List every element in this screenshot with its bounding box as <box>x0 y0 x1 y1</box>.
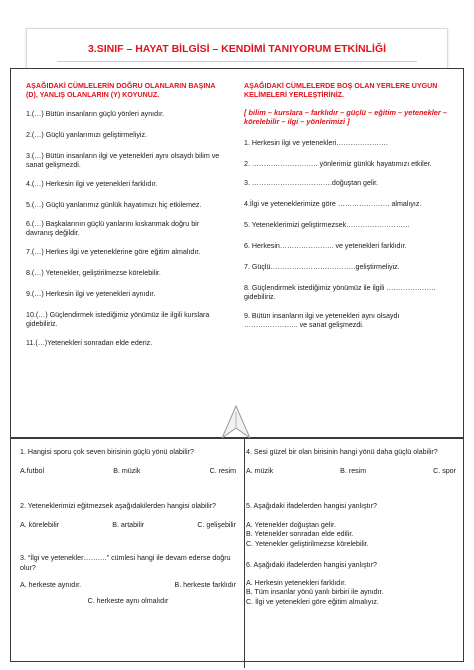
divider-ornament <box>216 404 256 440</box>
answer-options <box>20 521 236 531</box>
option-c[interactable]: C. Yetenekler geliştirilmezse körelebilir. <box>246 539 369 548</box>
question-text: 3. “İlgi ve yetenekler……….” cümlesi hangi ile devam ederse doğru olur? <box>20 554 231 572</box>
option-a[interactable]: A. Herkesin yetenekleri farklıdır. <box>246 578 347 587</box>
answer-options <box>20 467 236 477</box>
tf-item: 5.(…) Güçlü yanlarımız günlük hayatımızı hiç etkilemez. <box>26 201 202 209</box>
tf-item: 1.(…) Bütün insanların güçlü yönleri aynıdır. <box>26 110 165 118</box>
title-underline <box>57 61 417 62</box>
option-c[interactable]: C. resim <box>209 466 236 475</box>
word-bank: [ bilim – kurslara – farklıdır – güçlü – eğitim – yetenekler – körelebilir – ilgi – yönlerimizi ] <box>244 108 447 127</box>
worksheet-page <box>8 8 466 662</box>
option-a[interactable]: A. körelebilir <box>20 520 60 529</box>
question-text: 6. Aşağıdaki ifadelerden hangisi yanlıştır? <box>246 561 377 569</box>
tf-item: 8.(…) Yetenekler, geliştirilmezse körelebilir. <box>26 269 161 277</box>
tf-item: 6.(…) Başkalarının güçlü yanlarını kıskanmak doğru bir davranış değildir. <box>26 220 200 237</box>
option-b[interactable]: B. Tüm insanlar yönü yanlı birbiri ile aynıdır. <box>246 588 384 596</box>
question-text: 2. Yeteneklerimizi eğitmezsek aşağıdakilerden hangisi olabilir? <box>20 502 216 510</box>
option-c[interactable]: C. İlgi ve yetenekleri göre eğitim almalıyız. <box>246 597 379 606</box>
option-c[interactable]: C. gelişebilir <box>197 520 236 529</box>
tf-item: 2.(…) Güçlü yanlarımızı geliştirmeliyiz. <box>26 131 148 139</box>
quiz-left-column <box>20 448 236 606</box>
fill-item: 2. ………………………. yönlerimiz günlük hayatımızı etkiler. <box>244 159 432 168</box>
option-b[interactable]: B. artabilir <box>112 520 145 529</box>
option-b[interactable]: B. müzik <box>113 466 141 475</box>
answer-options <box>246 467 456 477</box>
fill-blank-heading: AŞAĞIDAKİ CÜMLELERDE BOŞ OLAN YERLERE UYGUN KELİMELERİ YERLEŞTİRİNİZ. <box>244 82 438 99</box>
fill-blank-section <box>244 82 450 330</box>
option-c[interactable]: C. herkeste aynı olmalıdır <box>87 596 169 605</box>
fill-item: 5. Yeteneklerimizi geliştirmezsek……………………… <box>244 220 410 229</box>
fill-item: 9. Bütün insanların ilgi ve yetenekleri aynı olsaydı ………………….. ve sanat gelişmezdi. <box>244 311 400 329</box>
option-a[interactable]: A. herkeste aynıdır. <box>20 581 82 589</box>
quiz-right-column <box>246 448 456 607</box>
true-false-heading: AŞAĞIDAKİ CÜMLELERİN DOĞRU OLANLARIN BAŞINA (D), YANLIŞ OLANLARIN (Y) KOYUNUZ. <box>26 82 216 99</box>
true-false-section <box>26 82 226 348</box>
fill-item: 8. Güçlendirmek istediğimiz yönümüz ile ilgili ………………… gidebiliriz. <box>244 283 436 301</box>
tf-item: 11.(…)Yetenekleri sonradan elde ederiz. <box>26 339 153 347</box>
fill-item: 1. Herkesin ilgi ve yetenekleri…………………. <box>244 138 388 147</box>
fill-item: 6. Herkesin………………….. ve yetenekleri farklıdır. <box>244 241 407 250</box>
tf-item: 10.(…) Güçlendirmek istediğimiz yönümüz ile ilgili kurslara gidebiliriz. <box>26 311 210 328</box>
option-a[interactable]: A. Yetenekler doğuştan gelir. <box>246 520 336 529</box>
fill-item: 4.İlgi ve yeteneklerimize göre …………………. almalıyız. <box>244 199 422 208</box>
option-b[interactable]: B. resim <box>340 466 367 475</box>
answer-options <box>20 581 236 591</box>
fill-item: 3. …………………………….doğuştan gelir. <box>244 178 379 187</box>
question-text: 4. Sesi güzel bir olan birisinin hangi yönü daha güçlü olabilir? <box>246 448 438 456</box>
question-text: 1. Hangisi sporu çok seven birisinin güçlü yönü olabilir? <box>20 448 194 456</box>
tf-item: 9.(…) Herkesin ilgi ve yetenekleri aynıdır. <box>26 290 156 298</box>
option-a[interactable]: A. müzik <box>246 466 274 475</box>
tf-item: 7.(…) Herkes ilgi ve yeteneklerine göre eğitim almalıdır. <box>26 248 201 256</box>
option-a[interactable]: A.futbol <box>20 466 45 475</box>
tf-item: 3.(…) Bütün insanların ilgi ve yetenekleri aynı olsaydı bilim ve sanat gelişmezdi. <box>26 152 220 169</box>
question-text: 5. Aşağıdaki ifadelerden hangisi yanlıştır? <box>246 502 377 510</box>
tf-item: 4.(…) Herkesin ilgi ve yetenekleri farklıdır. <box>26 180 158 188</box>
fill-item: 7. Güçlü………………………………geliştirmeliyiz. <box>244 262 400 271</box>
option-b[interactable]: B. Yetenekler sonradan elde edilir. <box>246 530 354 538</box>
quiz-column-divider <box>244 438 245 668</box>
option-b[interactable]: B. herkeste farklıdır <box>174 581 236 589</box>
option-c[interactable]: C. spor <box>433 466 456 475</box>
page-title: 3.SINIF – HAYAT BİLGİSİ – KENDİMİ TANIYORUM ETKİNLİĞİ <box>87 43 387 55</box>
